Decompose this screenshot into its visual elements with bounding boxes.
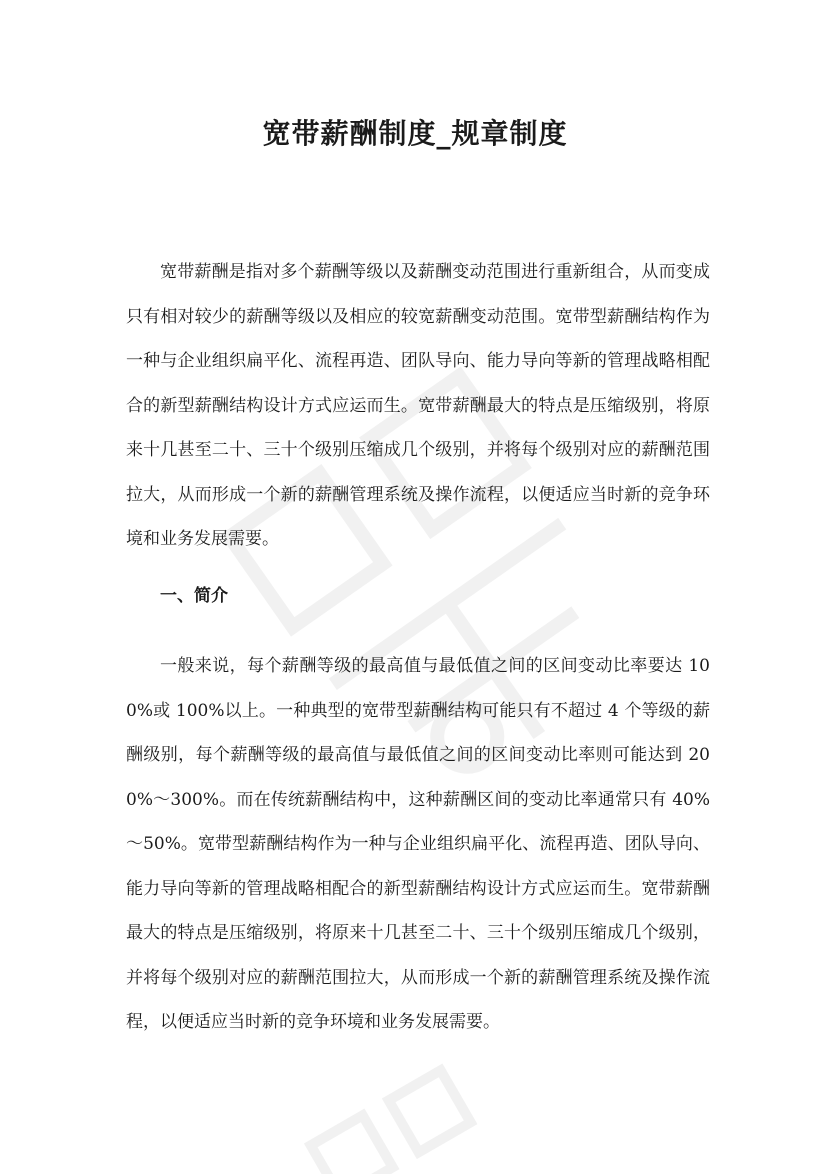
section-heading-intro: 一、简介 (160, 586, 228, 606)
intro-section-paragraph: 一般来说，每个薪酬等级的最高值与最低值之间的区间变动比率要达 100%或 100%以上。一种典型的宽带型薪酬结构可能只有不超过 4 个等级的薪酬级别，每个薪酬等级的最高值与最低值之间的区间变动比率则可能达到 200%～300%。而在传统薪酬结构中，这种薪酬区间的变动比率通常只有 40%～50%。宽带型薪酬结构作为一种与企业组织扁平化、流程再造、团队导向、能力导向等新的管理战略相配合的新型薪酬结构设计方式应运而生。宽带薪酬最大的特点是压缩级别，将原来十几甚至二十、三十个级别压缩成几个级别，并将每个级别对应的薪酬范围拉大，从而形成一个新的薪酬管理系统及操作流程，以便适应当时新的竞争环境和业务发展需要。 (126, 656, 710, 1032)
watermark-bottom-icon (283, 1038, 516, 1174)
intro-paragraph: 宽带薪酬是指对多个薪酬等级以及薪酬变动范围进行重新组合，从而变成只有相对较少的薪酬等级以及相应的较宽薪酬变动范围。宽带型薪酬结构作为一种与企业组织扁平化、流程再造、团队导向、能力导向等新的管理战略相配合的新型薪酬结构设计方式应运而生。宽带薪酬最大的特点是压缩级别，将原来十几甚至二十、三十个级别压缩成几个级别，并将每个级别对应的薪酬范围拉大，从而形成一个新的薪酬管理系统及操作流程，以便适应当时新的竞争环境和业务发展需要。 (126, 262, 710, 549)
document-title: 宽带薪酬制度_规章制度 (262, 117, 568, 150)
